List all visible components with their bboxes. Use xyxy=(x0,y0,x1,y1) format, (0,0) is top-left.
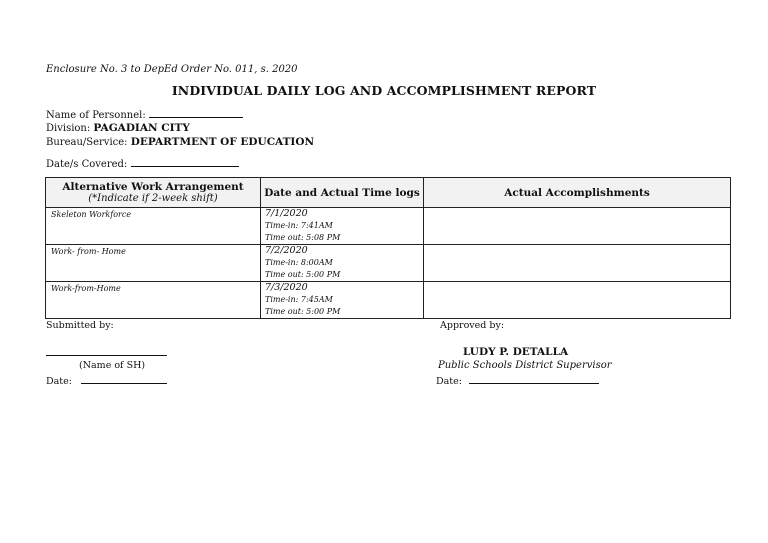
bureau-label: Bureau/Service: xyxy=(46,137,128,148)
table-row xyxy=(46,282,731,319)
accomplishments-header: Actual Accomplishments xyxy=(424,178,731,208)
table-header-row xyxy=(46,178,731,208)
arrangement-cell: Skeleton Workforce xyxy=(51,210,132,219)
accomplishment-cell xyxy=(424,282,731,319)
submitted-by-label: Submitted by: xyxy=(46,320,114,331)
approver-date-field xyxy=(436,374,599,387)
sh-date-field xyxy=(46,374,167,387)
accomplishment-cell xyxy=(424,245,731,282)
approver-date-label: Date: xyxy=(436,376,462,387)
log-time-out: Time out: 5:08 PM xyxy=(265,233,341,242)
timelog-cell xyxy=(261,282,423,318)
bureau-field xyxy=(46,136,314,148)
personnel-blank xyxy=(149,108,243,118)
arrangement-header-note: (*Indicate if 2-week shift) xyxy=(88,193,218,204)
arrangement-cell: Work-from-Home xyxy=(51,284,121,293)
sh-date-blank xyxy=(81,374,167,384)
division-field xyxy=(46,122,190,134)
enclosure-note: Enclosure No. 3 to DepEd Order No. 011, s. 2020 xyxy=(46,64,298,75)
arrangement-header xyxy=(46,178,261,208)
daily-log-table xyxy=(45,177,731,319)
log-date: 7/2/2020 xyxy=(265,245,308,256)
dates-covered-label: Date/s Covered: xyxy=(46,159,128,170)
approver-title: Public Schools District Supervisor xyxy=(438,360,612,371)
timelogs-header: Date and Actual Time logs xyxy=(261,178,424,208)
sh-name-placeholder: (Name of SH) xyxy=(79,360,146,371)
accomplishment-cell xyxy=(424,208,731,245)
table-row xyxy=(46,208,731,245)
log-date: 7/1/2020 xyxy=(265,208,308,219)
bureau-value: DEPARTMENT OF EDUCATION xyxy=(130,136,315,148)
personnel-label: Name of Personnel: xyxy=(46,110,146,121)
arrangement-header-label: Alternative Work Arrangement xyxy=(62,181,244,193)
log-date: 7/3/2020 xyxy=(265,282,308,293)
report-title: INDIVIDUAL DAILY LOG AND ACCOMPLISHMENT REPORT xyxy=(171,83,597,98)
division-value: PAGADIAN CITY xyxy=(93,122,190,134)
timelog-cell xyxy=(261,245,423,281)
division-label: Division: xyxy=(46,123,91,134)
log-time-in: Time-in: 8:00AM xyxy=(265,258,333,267)
arrangement-cell: Work- from- Home xyxy=(51,247,126,256)
timelog-cell xyxy=(261,208,423,244)
table-row xyxy=(46,245,731,282)
log-time-out: Time out: 5:00 PM xyxy=(265,270,341,279)
log-time-in: Time-in: 7:45AM xyxy=(265,295,333,304)
log-time-in: Time-in: 7:41AM xyxy=(265,221,333,230)
sh-date-label: Date: xyxy=(46,376,72,387)
dates-covered-blank xyxy=(131,157,239,167)
log-time-out: Time out: 5:00 PM xyxy=(265,307,341,316)
approver-name: LUDY P. DETALLA xyxy=(463,346,569,358)
approved-by-label: Approved by: xyxy=(440,320,505,331)
approver-date-blank xyxy=(469,374,599,384)
personnel-field xyxy=(46,108,243,121)
dates-covered-field xyxy=(46,157,239,170)
sh-signature-line xyxy=(46,355,167,356)
